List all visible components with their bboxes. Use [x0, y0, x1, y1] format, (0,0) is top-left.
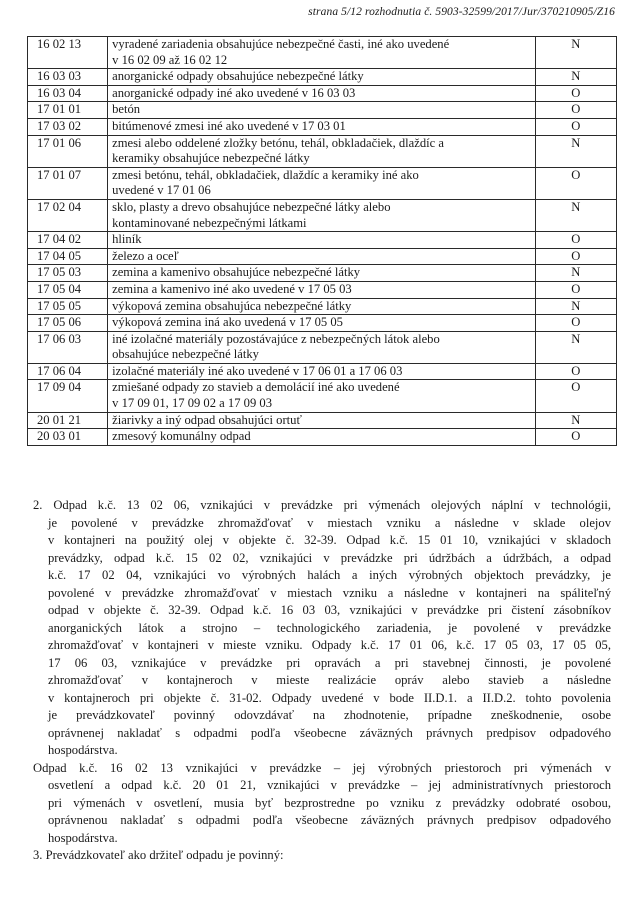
table-row: [28, 412, 617, 429]
table-row: [28, 331, 617, 363]
table-row: [28, 167, 617, 199]
paragraph-line: 2. Odpad k.č. 13 02 06, vznikajúci v prevádzke pri výmenách olejových náplní v technológii,: [33, 498, 611, 512]
paragraph: [33, 760, 611, 848]
waste-code-cell: 16 02 13: [28, 37, 108, 69]
waste-category-cell: O: [535, 380, 616, 412]
paragraph-line: 3. Prevádzkovateľ ako držiteľ odpadu je povinný:: [33, 848, 284, 862]
waste-category-cell: N: [535, 412, 616, 429]
description-line: zmesi betónu, tehál, obkladačiek, dlaždíc a keramiky iné ako: [112, 167, 419, 182]
waste-description-cell: [108, 248, 536, 265]
description-line: vyradené zariadenia obsahujúce nebezpečné časti, iné ako uvedené: [112, 37, 450, 51]
table-row: [28, 429, 617, 446]
waste-category-cell: N: [535, 298, 616, 315]
paragraph-line: povolené v prevádzke zhromažďovať v miestach vzniku a následne v kontajneri na spáliteľný: [48, 585, 611, 600]
paragraph-line: odpad v objekte č. 32-39. Odpad k.č. 16 03 03, vznikajúci v prevádzke pri čistení zásobníkov: [48, 603, 611, 617]
table-row: [28, 102, 617, 119]
paragraph-line: hospodárstva.: [48, 743, 118, 757]
description-line: hliník: [112, 232, 142, 247]
waste-description-cell: [108, 429, 536, 446]
paragraph-line: osvetlení a odpad k.č. 20 01 21, vznikajúci v prevádzke – jej administratívnych priestoroch: [48, 778, 611, 792]
description-line: zmesi alebo oddelené zložky betónu, tehál, obkladačiek, dlaždíc a: [112, 135, 444, 150]
waste-description-cell: [108, 102, 536, 119]
table-row: [28, 37, 617, 69]
table-row: [28, 118, 617, 135]
paragraph-line: oprávnenou nakladať s odpadmi podľa všeobecne záväzných právnych predpisov odpadového: [48, 813, 611, 827]
waste-catalogue-table: [27, 36, 617, 446]
description-line: zmiešané odpady zo stavieb a demolácií iné ako uvedené: [112, 380, 400, 395]
waste-category-cell: O: [535, 248, 616, 265]
waste-category-cell: O: [535, 167, 616, 199]
waste-category-cell: O: [535, 85, 616, 102]
table-row: [28, 232, 617, 249]
description-line: výkopová zemina obsahujúca nebezpečné látky: [112, 298, 352, 313]
paragraph-line: 17 06 03, vznikajúce v prevádzke pri opravách a pri stavebnej činnosti, je povolené: [48, 655, 611, 670]
description-line: anorganické odpady iné ako uvedené v 16 03 03: [112, 85, 356, 100]
waste-category-cell: O: [535, 363, 616, 380]
description-line: keramiky obsahujúce nebezpečné látky: [112, 151, 310, 166]
waste-description-cell: [108, 37, 536, 69]
table-row: [28, 363, 617, 380]
waste-code-cell: 17 05 05: [28, 298, 108, 315]
description-line: kontaminované nebezpečnými látkami: [112, 215, 307, 230]
waste-description-cell: [108, 265, 536, 282]
waste-category-cell: O: [535, 281, 616, 298]
waste-code-cell: 17 01 01: [28, 102, 108, 119]
table-row: [28, 265, 617, 282]
waste-code-cell: 17 01 07: [28, 167, 108, 199]
paragraph-line: k.č. 17 02 04, vznikajúci vo výrobných halách a iných výrobných objektoch prevádzky, je: [48, 568, 611, 582]
table-row: [28, 281, 617, 298]
description-line: zemina a kamenivo iné ako uvedené v 17 05 03: [112, 281, 352, 296]
paragraph-line: je prevádzkovateľ povinný odovzdávať na zhodnotenie, prípadne zneškodnenie, osobe: [48, 708, 611, 722]
table-row: [28, 85, 617, 102]
paragraph: [33, 847, 611, 865]
waste-category-cell: O: [535, 429, 616, 446]
description-line: izolačné materiály iné ako uvedené v 17 06 01 a 17 06 03: [112, 363, 403, 378]
description-line: anorganické odpady obsahujúce nebezpečné látky: [112, 69, 364, 84]
paragraph-line: zhromažďovať v kontajneri v mieste vzniku. Odpady k.č. 17 01 06, k.č. 17 05 03, 17 05 05,: [48, 638, 611, 652]
waste-description-cell: [108, 135, 536, 167]
waste-description-cell: [108, 118, 536, 135]
waste-category-cell: N: [535, 135, 616, 167]
description-line: výkopová zemina iná ako uvedená v 17 05 05: [112, 315, 343, 330]
waste-description-cell: [108, 315, 536, 332]
waste-code-cell: 17 01 06: [28, 135, 108, 167]
paragraph-line: pri výmenách v osvetlení, musia byť bezprostredne po vzniku z prevádzky odobraté osobou,: [48, 795, 611, 810]
paragraph-line: v kontajneroch pri objekte č. 31-02. Odpady uvedené v bode II.D.1. a II.D.2. tohto povolenia: [48, 690, 611, 705]
waste-code-cell: 17 05 04: [28, 281, 108, 298]
description-line: zmesový komunálny odpad: [112, 429, 251, 444]
description-line: bitúmenové zmesi iné ako uvedené v 17 03 01: [112, 118, 346, 133]
paragraph-line: anorganických látok a strojno – technologického zariadenia, je povolené v prevádzke: [48, 620, 611, 635]
paragraph-line: oprávnenej nakladať s odpadmi podľa všeobecne záväzných právnych predpisov odpadového: [48, 725, 611, 740]
paragraph: [33, 497, 611, 760]
table-row: [28, 298, 617, 315]
waste-code-cell: 17 04 05: [28, 248, 108, 265]
description-line: iné izolačné materiály pozostávajúce z nebezpečných látok alebo: [112, 331, 440, 346]
waste-category-cell: N: [535, 37, 616, 69]
description-line: v 16 02 09 až 16 02 12: [112, 52, 228, 67]
description-line: sklo, plasty a drevo obsahujúce nebezpečné látky alebo: [112, 199, 391, 214]
table-row: [28, 135, 617, 167]
waste-category-cell: N: [535, 265, 616, 282]
waste-description-cell: [108, 199, 536, 231]
table-row: [28, 380, 617, 412]
waste-category-cell: O: [535, 102, 616, 119]
description-line: žiarivky a iný odpad obsahujúci ortuť: [112, 412, 302, 427]
table-row: [28, 315, 617, 332]
waste-code-cell: 17 02 04: [28, 199, 108, 231]
waste-code-cell: 17 06 03: [28, 331, 108, 363]
waste-category-cell: N: [535, 69, 616, 86]
body-text: [33, 497, 611, 865]
description-line: železo a oceľ: [112, 248, 179, 263]
waste-category-cell: O: [535, 118, 616, 135]
waste-category-cell: O: [535, 315, 616, 332]
description-line: obsahujúce nebezpečné látky: [112, 347, 259, 362]
waste-code-cell: 17 03 02: [28, 118, 108, 135]
description-line: uvedené v 17 01 06: [112, 183, 211, 198]
table-body: [28, 37, 617, 446]
table-row: [28, 69, 617, 86]
waste-description-cell: [108, 412, 536, 429]
waste-description-cell: [108, 331, 536, 363]
waste-description-cell: [108, 363, 536, 380]
waste-code-cell: 17 06 04: [28, 363, 108, 380]
paragraph-line: Odpad k.č. 16 02 13 vznikajúci v prevádzke – jej výrobných priestoroch pri výmenách v: [33, 760, 611, 775]
paragraph-line: v kontajneri na použitý olej v objekte č. 32-39. Odpad k.č. 15 01 10, vznikajúci v skladoch: [48, 533, 611, 547]
waste-category-cell: O: [535, 232, 616, 249]
waste-category-cell: N: [535, 199, 616, 231]
waste-code-cell: 17 05 03: [28, 265, 108, 282]
waste-category-cell: N: [535, 331, 616, 363]
waste-description-cell: [108, 85, 536, 102]
waste-code-cell: 17 05 06: [28, 315, 108, 332]
waste-description-cell: [108, 69, 536, 86]
waste-code-cell: 17 09 04: [28, 380, 108, 412]
description-line: v 17 09 01, 17 09 02 a 17 09 03: [112, 396, 272, 411]
waste-code-cell: 16 03 04: [28, 85, 108, 102]
waste-description-cell: [108, 167, 536, 199]
description-line: zemina a kamenivo obsahujúce nebezpečné látky: [112, 265, 361, 280]
paragraph-line: hospodárstva.: [48, 830, 118, 845]
paragraph-line: zhromažďovať v kontajneroch v mieste realizácie opráv alebo stavieb a následne: [48, 673, 611, 687]
waste-description-cell: [108, 281, 536, 298]
waste-description-cell: [108, 380, 536, 412]
waste-code-cell: 16 03 03: [28, 69, 108, 86]
page-header: strana 5/12 rozhodnutia č. 5903-32599/2017/Jur/370210905/Z16: [308, 6, 615, 18]
paragraph-line: prevádzky, odpad k.č. 15 02 02, vznikajúci v prevádzke pri údržbách a údržbách, a odpad: [48, 550, 611, 565]
paragraph-line: je povolené v prevádzke zhromažďovať v miestach vzniku a následne v sklade olejov: [48, 515, 611, 530]
waste-description-cell: [108, 298, 536, 315]
waste-code-cell: 17 04 02: [28, 232, 108, 249]
description-line: betón: [112, 102, 141, 117]
waste-code-cell: 20 03 01: [28, 429, 108, 446]
waste-code-cell: 20 01 21: [28, 412, 108, 429]
waste-description-cell: [108, 232, 536, 249]
table-row: [28, 248, 617, 265]
table-row: [28, 199, 617, 231]
